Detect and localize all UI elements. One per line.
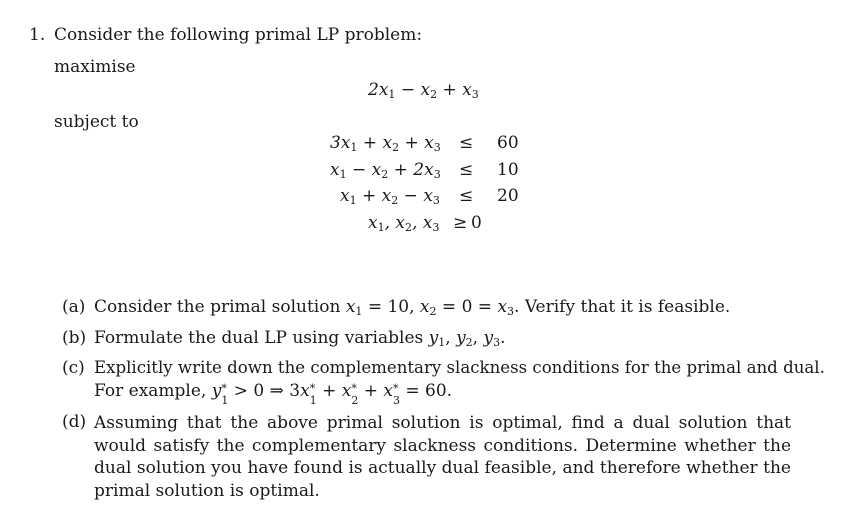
problem-number: 1. bbox=[29, 25, 46, 45]
part-c-line2: For example, y * 1 > 0 ⇒ 3x * 1 + x * 2 + x * 3 = 60. bbox=[94, 381, 453, 407]
part-c-label: (c) bbox=[62, 358, 85, 378]
part-a-label: (a) bbox=[62, 297, 86, 317]
part-d-label: (d) bbox=[62, 412, 87, 432]
part-b-label: (b) bbox=[62, 328, 87, 348]
nonnegativity-lhs: $x_1$, $x_2$, $x_3$ bbox=[368, 213, 440, 234]
constraint-2-rhs: 10 bbox=[497, 160, 519, 180]
constraint-2-op: ≤ bbox=[459, 160, 474, 180]
subject-to-label: subject to bbox=[54, 112, 139, 132]
constraint-1-lhs: $3x_1 + x_2 + x_3$ bbox=[330, 133, 441, 154]
problem-intro: Consider the following primal LP problem: bbox=[54, 25, 423, 45]
objective-function: $2x_1 - x_2 + x_3$ bbox=[368, 80, 479, 101]
constraint-3-op: ≤ bbox=[459, 186, 474, 206]
nonnegativity-rhs: 0 bbox=[471, 213, 482, 233]
constraint-3-lhs: $x_1 + x_2 - x_3$ bbox=[340, 186, 440, 207]
maximise-label: maximise bbox=[54, 57, 136, 77]
constraint-3-rhs: 20 bbox=[497, 186, 519, 206]
constraint-1-op: ≤ bbox=[459, 133, 474, 153]
part-a-text: Consider the primal solution $x_1 = 10$, $x_2 = 0 = x_3$. Verify that it is feasible. bbox=[94, 297, 731, 318]
part-c-line1: Explicitly write down the complementary slackness conditions for the primal and dual. bbox=[94, 358, 825, 377]
part-b-text: Formulate the dual LP using variables $y_1$, $y_2$, $y_3$. bbox=[94, 328, 506, 349]
nonnegativity-op: ≥ bbox=[453, 213, 468, 233]
constraint-2-lhs: $x_1 - x_2 + 2x_3$ bbox=[330, 160, 441, 181]
constraint-1-rhs: 60 bbox=[497, 133, 519, 153]
part-d-text: Assuming that the above primal solution is optimal, find a dual solution that would satisfy the complementary slackness conditions. Determine whether the dual solution you have found is actually dual feasible, and therefore whether the primal solution is optimal. bbox=[94, 413, 791, 501]
